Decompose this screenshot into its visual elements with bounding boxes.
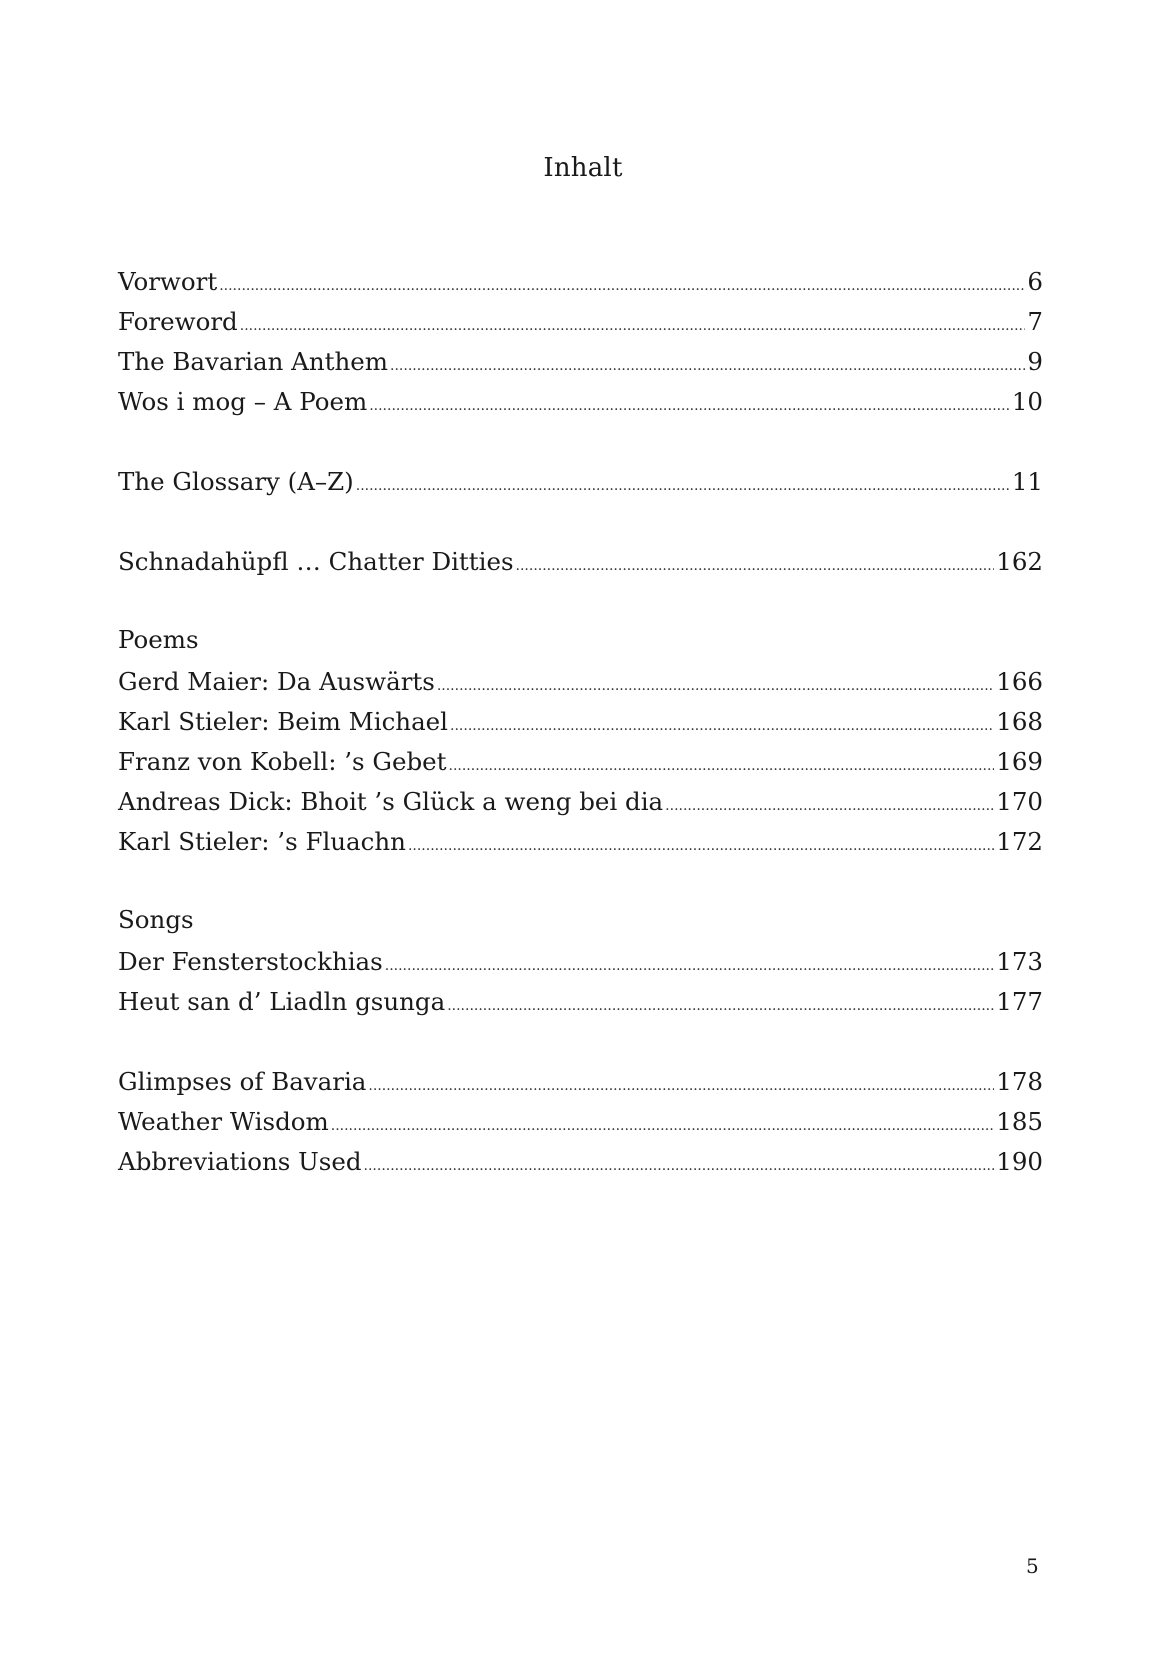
toc-leader-dots (447, 986, 994, 1026)
toc-leader-dots (364, 1146, 995, 1186)
toc-entry-foreword[interactable] (118, 302, 1043, 342)
toc-entry-page: 9 (1027, 347, 1043, 376)
toc-leader-dots (240, 306, 1026, 346)
toc-entry-page: 10 (1011, 387, 1043, 416)
toc-entry-title: Der Fensterstockhias (118, 947, 383, 976)
toc-entry-page: 166 (996, 667, 1043, 696)
toc-entry-title: Glimpses of Bavaria (118, 1067, 367, 1096)
toc-leader-dots (219, 266, 1025, 306)
toc-entry-glimpses[interactable] (118, 1062, 1043, 1102)
toc-leader-dots (356, 466, 1010, 506)
section-heading-songs: Songs (118, 905, 194, 934)
toc-entry-page: 185 (996, 1107, 1043, 1136)
toc-leader-dots (450, 706, 994, 746)
toc-leader-dots (449, 746, 995, 786)
toc-entry-page: 170 (996, 787, 1043, 816)
toc-entry-poem[interactable] (118, 742, 1043, 782)
section-heading-poems: Poems (118, 625, 199, 654)
toc-entry-title: Heut san d’ Liadln gsunga (118, 987, 446, 1016)
toc-entry-vorwort[interactable] (118, 262, 1043, 302)
toc-entry-page: 173 (996, 947, 1043, 976)
toc-entry-page: 7 (1027, 307, 1043, 336)
toc-entry-title: Abbreviations Used (118, 1147, 362, 1176)
toc-entry-song[interactable] (118, 982, 1043, 1022)
page-number: 5 (1026, 1554, 1039, 1578)
toc-leader-dots (665, 786, 994, 826)
toc-leader-dots (390, 346, 1025, 386)
toc-entry-abbreviations[interactable] (118, 1142, 1043, 1182)
toc-leader-dots (385, 946, 994, 986)
toc-entry-poem[interactable] (118, 822, 1043, 862)
toc-entry-title: Gerd Maier: Da Auswärts (118, 667, 435, 696)
toc-leader-dots (437, 666, 994, 706)
toc-entry-title: Karl Stieler: Beim Michael (118, 707, 449, 736)
toc-entry-title: Foreword (118, 307, 238, 336)
toc-entry-poem[interactable] (118, 662, 1043, 702)
toc-entry-title: Franz von Kobell: ’s Gebet (118, 747, 447, 776)
toc-leader-dots (331, 1106, 994, 1146)
toc-entry-poem[interactable] (118, 782, 1043, 822)
toc-entry-title: Andreas Dick: Bhoit ’s Glück a weng bei dia (118, 787, 664, 816)
page-title: Inhalt (543, 153, 623, 183)
toc-entry-wos-i-mog[interactable] (118, 382, 1043, 422)
toc-entry-page: 172 (996, 827, 1043, 856)
toc-entry-title: Karl Stieler: ’s Fluachn (118, 827, 406, 856)
toc-entry-page: 178 (996, 1067, 1043, 1096)
toc-entry-title: The Bavarian Anthem (118, 347, 389, 376)
toc-entry-page: 168 (996, 707, 1043, 736)
toc-entry-bavarian-anthem[interactable] (118, 342, 1043, 382)
toc-entry-weather-wisdom[interactable] (118, 1102, 1043, 1142)
toc-leader-dots (516, 546, 995, 586)
toc-entry-page: 177 (996, 987, 1043, 1016)
toc-leader-dots (408, 826, 994, 866)
toc-entry-schnadahuepfl[interactable] (118, 542, 1043, 582)
toc-entry-page: 190 (996, 1147, 1043, 1176)
toc-entry-title: Wos i mog – A Poem (118, 387, 368, 416)
toc-leader-dots (368, 1066, 994, 1106)
toc-entry-title: Schnadahüpfl … Chatter Ditties (118, 547, 514, 576)
toc-entry-poem[interactable] (118, 702, 1043, 742)
toc-leader-dots (369, 386, 1010, 426)
toc-entry-title: Weather Wisdom (118, 1107, 329, 1136)
toc-entry-page: 11 (1011, 467, 1043, 496)
toc-entry-song[interactable] (118, 942, 1043, 982)
toc-entry-page: 6 (1027, 267, 1043, 296)
toc-entry-glossary[interactable] (118, 462, 1043, 502)
toc-entry-title: Vorwort (118, 267, 218, 296)
toc-entry-page: 162 (996, 547, 1043, 576)
toc-entry-title: The Glossary (A–Z) (118, 467, 354, 496)
toc-entry-page: 169 (996, 747, 1043, 776)
